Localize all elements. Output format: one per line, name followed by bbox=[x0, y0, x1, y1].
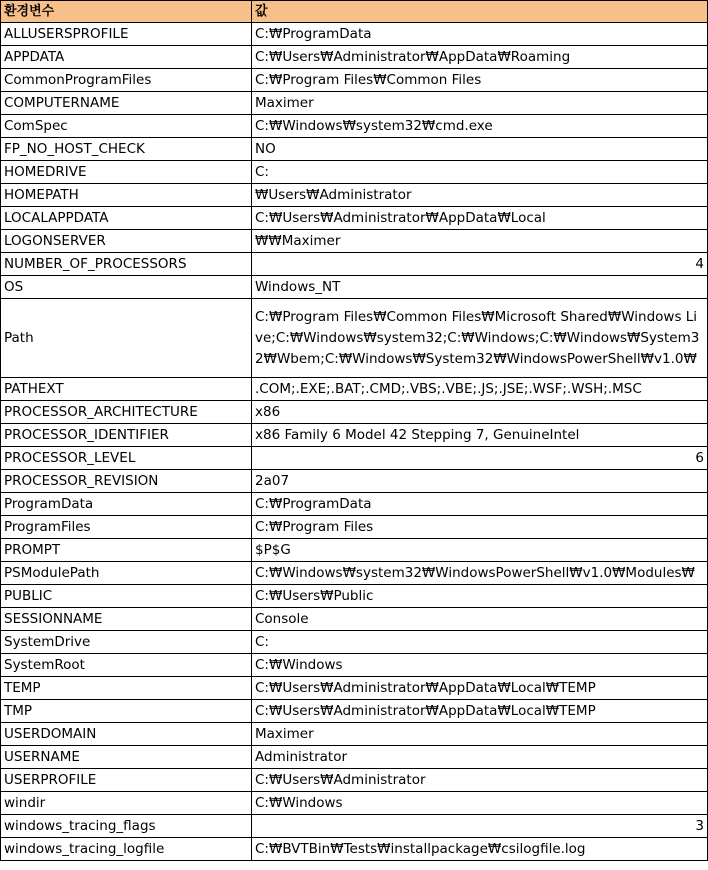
table-row bbox=[1, 207, 708, 230]
env-var-name: APPDATA bbox=[1, 46, 252, 69]
env-var-name: PROCESSOR_LEVEL bbox=[1, 447, 252, 470]
table-row bbox=[1, 585, 708, 608]
env-var-value: C:₩ProgramData bbox=[252, 23, 708, 46]
env-var-value: C:₩Windows bbox=[252, 654, 708, 677]
env-var-name: PROCESSOR_ARCHITECTURE bbox=[1, 401, 252, 424]
env-var-name: HOMEDRIVE bbox=[1, 161, 252, 184]
env-var-name: TMP bbox=[1, 700, 252, 723]
table-row bbox=[1, 470, 708, 493]
env-var-value: Maximer bbox=[252, 92, 708, 115]
env-var-name: PUBLIC bbox=[1, 585, 252, 608]
env-var-name: NUMBER_OF_PROCESSORS bbox=[1, 253, 252, 276]
table-row bbox=[1, 769, 708, 792]
env-var-value: Console bbox=[252, 608, 708, 631]
env-var-value: C:₩Users₩Administrator₩AppData₩Local₩TEMP bbox=[252, 700, 708, 723]
env-var-value: C:₩Users₩Administrator bbox=[252, 769, 708, 792]
env-var-value: C:₩Users₩Public bbox=[252, 585, 708, 608]
table-row bbox=[1, 677, 708, 700]
env-var-name: windir bbox=[1, 792, 252, 815]
table-row bbox=[1, 161, 708, 184]
env-var-name: ProgramData bbox=[1, 493, 252, 516]
env-var-name: ALLUSERSPROFILE bbox=[1, 23, 252, 46]
table-row bbox=[1, 608, 708, 631]
table-row bbox=[1, 631, 708, 654]
table-row bbox=[1, 184, 708, 207]
env-var-value: C: bbox=[252, 161, 708, 184]
env-var-name: ProgramFiles bbox=[1, 516, 252, 539]
env-var-name: OS bbox=[1, 276, 252, 299]
env-var-name: PATHEXT bbox=[1, 378, 252, 401]
env-var-name: PROCESSOR_IDENTIFIER bbox=[1, 424, 252, 447]
table-row bbox=[1, 516, 708, 539]
env-var-value: $P$G bbox=[252, 539, 708, 562]
env-var-value: C:₩Users₩Administrator₩AppData₩Roaming bbox=[252, 46, 708, 69]
env-var-value: C:₩Program Files₩Common Files₩Microsoft Shared₩Windows Live;C:₩Windows₩system32;C:₩Windows;C:₩Windows₩System32₩Wbem;C:₩Windows₩System32₩WindowsPowerShell₩v1.0₩ bbox=[252, 299, 708, 378]
table-row bbox=[1, 746, 708, 769]
header-value: 값 bbox=[252, 1, 708, 23]
env-var-value: C:₩Windows₩system32₩WindowsPowerShell₩v1.0₩Modules₩ bbox=[252, 562, 708, 585]
env-var-name: TEMP bbox=[1, 677, 252, 700]
env-var-value: C: bbox=[252, 631, 708, 654]
env-var-value: C:₩Users₩Administrator₩AppData₩Local₩TEMP bbox=[252, 677, 708, 700]
env-var-value: C:₩Users₩Administrator₩AppData₩Local bbox=[252, 207, 708, 230]
env-var-name: PSModulePath bbox=[1, 562, 252, 585]
table-row bbox=[1, 276, 708, 299]
table-row bbox=[1, 401, 708, 424]
env-var-name: windows_tracing_flags bbox=[1, 815, 252, 838]
table-header-row bbox=[1, 1, 708, 23]
header-name: 환경변수 bbox=[1, 1, 252, 23]
env-var-name: USERNAME bbox=[1, 746, 252, 769]
env-var-value: 6 bbox=[252, 447, 708, 470]
table-row bbox=[1, 115, 708, 138]
env-var-value: C:₩BVTBin₩Tests₩installpackage₩csilogfile.log bbox=[252, 838, 708, 861]
env-var-value: ₩Users₩Administrator bbox=[252, 184, 708, 207]
env-var-value: C:₩ProgramData bbox=[252, 493, 708, 516]
table-row bbox=[1, 378, 708, 401]
table-row bbox=[1, 46, 708, 69]
env-var-name: HOMEPATH bbox=[1, 184, 252, 207]
env-var-name: LOCALAPPDATA bbox=[1, 207, 252, 230]
table-row bbox=[1, 23, 708, 46]
env-var-name: PROCESSOR_REVISION bbox=[1, 470, 252, 493]
env-var-value: C:₩Program Files₩Common Files bbox=[252, 69, 708, 92]
env-var-name: COMPUTERNAME bbox=[1, 92, 252, 115]
env-var-name: CommonProgramFiles bbox=[1, 69, 252, 92]
table-row bbox=[1, 69, 708, 92]
table-row bbox=[1, 654, 708, 677]
env-var-value: Maximer bbox=[252, 723, 708, 746]
env-var-name: FP_NO_HOST_CHECK bbox=[1, 138, 252, 161]
env-var-value: ₩₩Maximer bbox=[252, 230, 708, 253]
table-row bbox=[1, 792, 708, 815]
table-row bbox=[1, 562, 708, 585]
env-var-value: x86 bbox=[252, 401, 708, 424]
table-row bbox=[1, 838, 708, 861]
env-var-value: x86 Family 6 Model 42 Stepping 7, GenuineIntel bbox=[252, 424, 708, 447]
table-row bbox=[1, 92, 708, 115]
env-var-name: SystemDrive bbox=[1, 631, 252, 654]
env-var-value: Administrator bbox=[252, 746, 708, 769]
table-row bbox=[1, 447, 708, 470]
env-var-name: Path bbox=[1, 299, 252, 378]
env-var-value: Windows_NT bbox=[252, 276, 708, 299]
table-row bbox=[1, 253, 708, 276]
env-var-value: NO bbox=[252, 138, 708, 161]
table-row bbox=[1, 539, 708, 562]
env-var-value: C:₩Program Files bbox=[252, 516, 708, 539]
env-var-name: ComSpec bbox=[1, 115, 252, 138]
table-row bbox=[1, 815, 708, 838]
table-row bbox=[1, 138, 708, 161]
env-var-value: .COM;.EXE;.BAT;.CMD;.VBS;.VBE;.JS;.JSE;.WSF;.WSH;.MSC bbox=[252, 378, 708, 401]
env-var-value: C:₩Windows₩system32₩cmd.exe bbox=[252, 115, 708, 138]
table-row bbox=[1, 493, 708, 516]
env-var-value: 4 bbox=[252, 253, 708, 276]
table-row bbox=[1, 700, 708, 723]
table-row bbox=[1, 723, 708, 746]
env-var-name: SESSIONNAME bbox=[1, 608, 252, 631]
env-var-name: windows_tracing_logfile bbox=[1, 838, 252, 861]
env-var-name: SystemRoot bbox=[1, 654, 252, 677]
env-var-value: C:₩Windows bbox=[252, 792, 708, 815]
env-var-name: LOGONSERVER bbox=[1, 230, 252, 253]
env-var-name: USERDOMAIN bbox=[1, 723, 252, 746]
table-row bbox=[1, 299, 708, 378]
table-row bbox=[1, 424, 708, 447]
env-var-name: USERPROFILE bbox=[1, 769, 252, 792]
env-var-name: PROMPT bbox=[1, 539, 252, 562]
table-row bbox=[1, 230, 708, 253]
env-var-value: 3 bbox=[252, 815, 708, 838]
env-var-value: 2a07 bbox=[252, 470, 708, 493]
